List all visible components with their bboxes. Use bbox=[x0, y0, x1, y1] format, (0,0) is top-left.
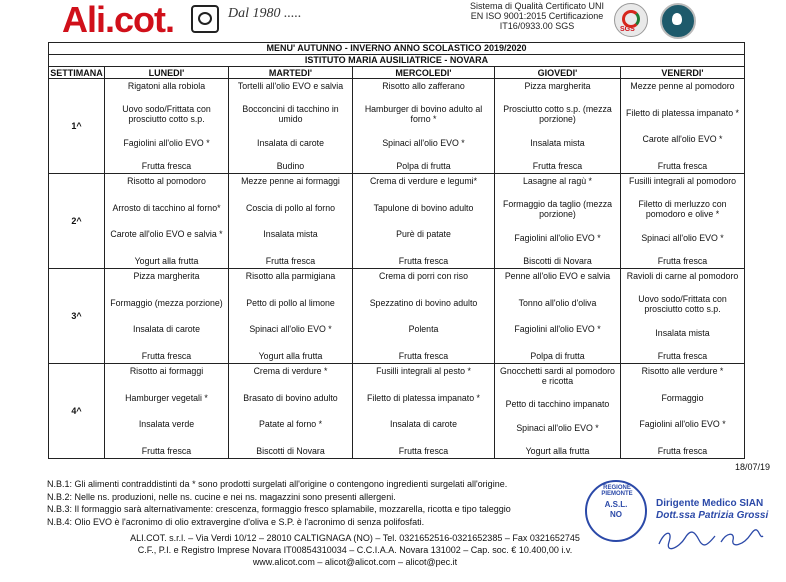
dish-item: Filetto di merluzzo con pomodoro e olive * bbox=[638, 199, 727, 220]
dish-item: Insalata di carote bbox=[257, 137, 324, 148]
sgs-label: SGS bbox=[620, 26, 635, 33]
dish-item: Frutta fresca bbox=[532, 160, 583, 171]
dish-item: Uovo sodo/Frittata con prosciutto cotto s.p. bbox=[122, 104, 211, 125]
column-header-monday: LUNEDI' bbox=[105, 67, 229, 79]
dish-item: Yogurt alla frutta bbox=[134, 255, 199, 266]
dish-item: Frutta fresca bbox=[657, 255, 708, 266]
dish-item: Crema di verdure e legumi* bbox=[369, 176, 478, 186]
dish-item: Insalata di carote bbox=[133, 324, 200, 335]
sian-doctor: Dott.ssa Patrizia Grossi bbox=[656, 510, 769, 521]
dish-item: Purè di patate bbox=[396, 229, 451, 240]
dish-item: Risotto alle verdure * bbox=[641, 366, 724, 376]
dish-item: Frutta fresca bbox=[141, 160, 192, 171]
dish-item: Risotto alla parmigiana bbox=[245, 271, 336, 281]
notes-section bbox=[47, 478, 511, 528]
column-header-wednesday: MERCOLEDI' bbox=[353, 67, 495, 79]
dish-item: Risotto allo zafferano bbox=[382, 81, 465, 91]
stamp-line: A.S.L. bbox=[604, 500, 628, 509]
dish-item: Tortelli all'olio EVO e salvia bbox=[237, 81, 344, 91]
dish-item: Spinaci all'olio EVO * bbox=[249, 324, 332, 335]
menu-cell bbox=[495, 174, 621, 269]
dish-item: Risotto al pomodoro bbox=[127, 176, 206, 186]
note-line: N.B.4: Olio EVO è l'acronimo di olio extravergine d'oliva e S.P. è l'acronimo di senza polifosfati. bbox=[47, 516, 425, 527]
menu-cell bbox=[621, 269, 745, 364]
dish-item: Crema di porri con riso bbox=[379, 271, 468, 281]
dish-item: Yogurt alla frutta bbox=[525, 445, 590, 456]
dish-item: Formaggio (mezza porzione) bbox=[110, 297, 223, 308]
menu-cell bbox=[495, 269, 621, 364]
dish-item: Pizza margherita bbox=[133, 271, 200, 281]
dish-item: Spinaci all'olio EVO * bbox=[382, 137, 465, 148]
company-address: ALI.COT. s.r.l. – Via Verdi 10/12 – 28010 CALTIGNAGA (NO) – Tel. 0321652516-0321652385 – Fax 0321652745 bbox=[130, 533, 580, 543]
certification-seal-icon bbox=[660, 3, 696, 39]
dish-item: Tapulone di bovino adulto bbox=[373, 202, 474, 213]
week-label: 4^ bbox=[49, 364, 105, 459]
dish-item: Insalata verde bbox=[138, 419, 195, 430]
dish-item: Budino bbox=[276, 160, 305, 171]
dish-item: Polpa di frutta bbox=[530, 350, 585, 361]
dish-item: Patate al forno * bbox=[258, 419, 323, 430]
dish-item: Carote all'olio EVO e salvia * bbox=[110, 229, 223, 240]
note-line: N.B.2: Nelle ns. produzioni, nelle ns. cucine e nei ns. magazzini sono presenti allergeni. bbox=[47, 491, 396, 502]
week-label: 1^ bbox=[49, 79, 105, 174]
dish-item: Biscotti di Novara bbox=[256, 445, 325, 456]
handwritten-signature bbox=[655, 526, 765, 552]
week-label: 2^ bbox=[49, 174, 105, 269]
dish-item: Frutta fresca bbox=[657, 350, 708, 361]
week-label: 3^ bbox=[49, 269, 105, 364]
dish-item: Prosciutto cotto s.p. (mezza porzione) bbox=[503, 104, 612, 125]
cert-line: EN ISO 9001:2015 Certificazione bbox=[470, 11, 604, 21]
dish-item: Lasagne al ragù * bbox=[523, 176, 592, 186]
dish-item: Crema di verdure * bbox=[253, 366, 328, 376]
menu-cell bbox=[105, 269, 229, 364]
dish-item: Mezze penne al pomodoro bbox=[630, 81, 735, 91]
brand-name: Ali.cot. bbox=[62, 0, 175, 40]
dish-item: Risotto ai formaggi bbox=[129, 366, 204, 376]
dish-item: Fagiolini all'olio EVO * bbox=[514, 232, 601, 243]
menu-cell bbox=[105, 79, 229, 174]
dish-item: Formaggio bbox=[661, 392, 704, 403]
dish-item: Coscia di pollo al forno bbox=[246, 202, 335, 213]
document-header bbox=[0, 0, 786, 42]
dish-item: Insalata mista bbox=[530, 137, 585, 148]
dish-item: Petto di pollo al limone bbox=[246, 297, 335, 308]
menu-cell bbox=[229, 174, 353, 269]
dish-item: Frutta fresca bbox=[398, 255, 449, 266]
document-date: 18/07/19 bbox=[735, 462, 771, 472]
menu-cell bbox=[353, 269, 495, 364]
dish-item: Polenta bbox=[408, 324, 439, 335]
column-header-thursday: GIOVEDI' bbox=[495, 67, 621, 79]
sian-title: Dirigente Medico SIAN bbox=[656, 498, 764, 509]
week-row bbox=[49, 79, 745, 174]
menu-cell bbox=[621, 174, 745, 269]
dish-item: Frutta fresca bbox=[265, 255, 316, 266]
cert-line: IT16/0933.00 SGS bbox=[499, 21, 575, 31]
dish-item: Rigatoni alla robiola bbox=[127, 81, 206, 91]
week-row bbox=[49, 269, 745, 364]
dish-item: Insalata di carote bbox=[390, 419, 457, 430]
dish-item: Filetto di platessa impanato * bbox=[367, 392, 480, 403]
dish-item: Pizza margherita bbox=[524, 81, 591, 91]
menu-cell bbox=[621, 79, 745, 174]
menu-cell bbox=[495, 79, 621, 174]
dish-item: Polpa di frutta bbox=[396, 160, 451, 171]
sian-approval bbox=[656, 498, 768, 522]
dish-item: Frutta fresca bbox=[657, 445, 708, 456]
dish-item: Gnocchetti sardi al pomodoro e ricotta bbox=[500, 366, 615, 386]
dish-item: Brasato di bovino adulto bbox=[243, 392, 338, 403]
column-header-tuesday: MARTEDI' bbox=[229, 67, 353, 79]
dish-item: Fusilli integrali al pesto * bbox=[376, 366, 471, 376]
menu-title: MENU' AUTUNNO - INVERNO ANNO SCOLASTICO 2019/2020 bbox=[49, 43, 745, 55]
menu-cell bbox=[353, 364, 495, 459]
menu-body bbox=[49, 79, 745, 459]
weekly-menu-table bbox=[48, 42, 745, 459]
dish-item: Tonno all'olio d'oliva bbox=[518, 297, 597, 308]
dish-item: Petto di tacchino impanato bbox=[505, 399, 610, 410]
since-tagline: Dal 1980 ..... bbox=[228, 6, 302, 21]
dish-item: Spezzatino di bovino adulto bbox=[369, 297, 478, 308]
menu-cell bbox=[105, 364, 229, 459]
company-footer bbox=[120, 532, 590, 568]
menu-cell bbox=[495, 364, 621, 459]
dish-item: Mezze penne ai formaggi bbox=[241, 176, 340, 186]
dish-item: Hamburger vegetali * bbox=[125, 392, 208, 403]
dish-item: Bocconcini di tacchino in umido bbox=[242, 104, 339, 125]
sgs-badge-icon bbox=[614, 3, 648, 37]
dish-item: Insalata mista bbox=[655, 327, 710, 338]
school-name: ISTITUTO MARIA AUSILIATRICE - NOVARA bbox=[49, 55, 745, 67]
menu-cell bbox=[229, 269, 353, 364]
dish-item: Frutta fresca bbox=[141, 445, 192, 456]
dish-item: Fusilli integrali al pomodoro bbox=[628, 176, 737, 186]
dish-item: Hamburger di bovino adulto al forno * bbox=[364, 104, 483, 125]
column-header-week: SETTIMANA bbox=[50, 67, 103, 78]
dish-item: Fagiolini all'olio EVO * bbox=[123, 137, 210, 148]
company-contacts: www.alicot.com – alicot@alicot.com – alicot@pec.it bbox=[252, 557, 458, 567]
dish-item: Uovo sodo/Frittata con prosciutto cotto s.p. bbox=[638, 294, 727, 315]
dish-item: Filetto di platessa impanato * bbox=[626, 107, 739, 118]
dish-item: Frutta fresca bbox=[141, 350, 192, 361]
dish-item: Frutta fresca bbox=[398, 445, 449, 456]
menu-cell bbox=[353, 79, 495, 174]
company-registration: C.F., P.I. e Registro Imprese Novara IT00854310034 – C.C.I.A.A. Novara 131002 – Cap. soc. € 10.400,00 i.v. bbox=[137, 545, 573, 555]
dish-item: Spinaci all'olio EVO * bbox=[641, 232, 724, 243]
dish-item: Frutta fresca bbox=[657, 160, 708, 171]
week-row bbox=[49, 364, 745, 459]
dish-item: Carote all'olio EVO * bbox=[642, 134, 723, 145]
tv-icon bbox=[191, 5, 219, 33]
dish-item: Arrosto di tacchino al forno* bbox=[112, 202, 221, 213]
stamp-line: NO bbox=[610, 510, 622, 519]
cert-line: Sistema di Qualità Certificato UNI bbox=[469, 1, 605, 11]
note-line: N.B.3: Il formaggio sarà alternativamente: crescenza, formaggio fresco splamabile, mozzarella, ricotta e tipo taleggio bbox=[47, 504, 511, 514]
column-header-friday: VENERDI' bbox=[621, 67, 745, 79]
week-row bbox=[49, 174, 745, 269]
stamp-arc-text: REGIONE PIEMONTE bbox=[601, 485, 633, 497]
quality-certification bbox=[452, 1, 622, 31]
dish-item: Penne all'olio EVO e salvia bbox=[504, 271, 611, 281]
asl-stamp bbox=[585, 480, 647, 542]
dish-item: Frutta fresca bbox=[398, 350, 449, 361]
dish-item: Spinaci all'olio EVO * bbox=[516, 422, 599, 433]
note-line: N.B.1: Gli alimenti contraddistinti da * sono prodotti surgelati all'origine o contengono ingredienti surgelati all'origine. bbox=[47, 479, 508, 489]
menu-cell bbox=[105, 174, 229, 269]
dish-item: Fagiolini all'olio EVO * bbox=[639, 419, 726, 430]
dish-item: Biscotti di Novara bbox=[523, 255, 592, 266]
dish-item: Formaggio da taglio (mezza porzione) bbox=[502, 199, 613, 220]
dish-item: Ravioli di carne al pomodoro bbox=[626, 271, 739, 281]
menu-cell bbox=[229, 364, 353, 459]
dish-item: Yogurt alla frutta bbox=[258, 350, 323, 361]
menu-cell bbox=[229, 79, 353, 174]
dish-item: Fagiolini all'olio EVO * bbox=[514, 324, 601, 335]
menu-cell bbox=[621, 364, 745, 459]
brand-logo bbox=[62, 0, 174, 40]
menu-cell bbox=[353, 174, 495, 269]
dish-item: Insalata mista bbox=[263, 229, 318, 240]
